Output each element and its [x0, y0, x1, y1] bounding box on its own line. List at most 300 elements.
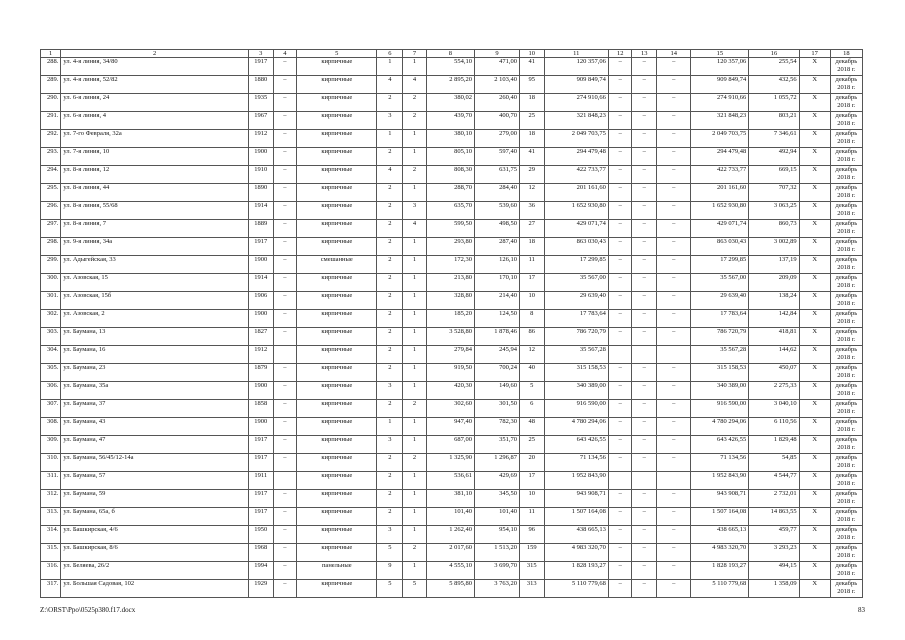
table-cell: –: [632, 184, 657, 202]
table-row: [41, 364, 863, 382]
table-cell: [632, 346, 657, 364]
table-cell: Х: [799, 166, 830, 184]
table-cell: 2: [377, 364, 403, 382]
table-cell: 6: [519, 400, 544, 418]
table-cell: –: [608, 274, 632, 292]
table-cell: –: [632, 238, 657, 256]
table-cell: Х: [799, 274, 830, 292]
table-cell: –: [608, 436, 632, 454]
table-cell: 5 895,80: [426, 580, 474, 598]
table-cell: –: [273, 166, 297, 184]
table-cell: декабрь 2018 г.: [830, 346, 862, 364]
table-cell: ул. Азовская, 2: [61, 310, 249, 328]
table-cell: –: [608, 94, 632, 112]
table-cell: 943 908,71: [691, 490, 749, 508]
table-cell: 300.: [41, 274, 61, 292]
table-cell: 144,62: [749, 346, 799, 364]
table-cell: 120 357,06: [544, 58, 608, 76]
table-cell: 439,70: [426, 112, 474, 130]
table-cell: 1 507 164,08: [691, 508, 749, 526]
table-cell: –: [632, 292, 657, 310]
table-cell: декабрь 2018 г.: [830, 148, 862, 166]
table-cell: кирпичные: [297, 166, 377, 184]
table-cell: 71 134,56: [691, 454, 749, 472]
table-cell: [608, 472, 632, 490]
table-cell: –: [273, 364, 297, 382]
table-cell: 1 652 930,80: [691, 202, 749, 220]
table-cell: 35 567,28: [691, 346, 749, 364]
table-cell: 5 110 779,68: [691, 580, 749, 598]
table-cell: 201 161,60: [544, 184, 608, 202]
table-cell: 295.: [41, 184, 61, 202]
table-cell: –: [657, 256, 691, 274]
table-cell: 313.: [41, 508, 61, 526]
table-cell: кирпичные: [297, 364, 377, 382]
table-cell: 303.: [41, 328, 61, 346]
table-row: [41, 328, 863, 346]
table-cell: 1: [377, 58, 403, 76]
table-cell: 35 567,00: [691, 274, 749, 292]
column-number: 11: [544, 50, 608, 58]
table-cell: 380,10: [426, 130, 474, 148]
table-cell: 1: [377, 418, 403, 436]
table-row: [41, 130, 863, 148]
table-cell: Х: [799, 472, 830, 490]
table-cell: 12: [519, 346, 544, 364]
table-cell: 643 426,55: [691, 436, 749, 454]
table-cell: декабрь 2018 г.: [830, 166, 862, 184]
table-cell: –: [657, 364, 691, 382]
table-cell: 1879: [248, 364, 273, 382]
table-cell: 301,50: [474, 400, 519, 418]
table-cell: –: [608, 256, 632, 274]
table-cell: 422 733,77: [691, 166, 749, 184]
table-cell: 1994: [248, 562, 273, 580]
table-cell: кирпичные: [297, 274, 377, 292]
table-cell: –: [608, 562, 632, 580]
column-number: 10: [519, 50, 544, 58]
table-cell: 101,40: [474, 508, 519, 526]
table-cell: ул. 4-я линия, 34/80: [61, 58, 249, 76]
table-cell: кирпичные: [297, 130, 377, 148]
table-cell: 9: [377, 562, 403, 580]
table-cell: –: [657, 544, 691, 562]
table-cell: –: [273, 382, 297, 400]
table-cell: ул. 8-я линия, 44: [61, 184, 249, 202]
table-cell: 669,15: [749, 166, 799, 184]
table-cell: 5: [377, 580, 403, 598]
table-cell: [657, 346, 691, 364]
table-cell: 287,40: [474, 238, 519, 256]
table-cell: Х: [799, 508, 830, 526]
column-number: 8: [426, 50, 474, 58]
table-cell: ул. 4-я линия, 52/82: [61, 76, 249, 94]
table-cell: кирпичные: [297, 310, 377, 328]
table-cell: 159: [519, 544, 544, 562]
table-cell: Х: [799, 202, 830, 220]
table-row: [41, 94, 863, 112]
table-cell: ул. 8-я линия, 12: [61, 166, 249, 184]
column-number: 9: [474, 50, 519, 58]
table-cell: 1917: [248, 58, 273, 76]
table-row: [41, 490, 863, 508]
column-number: 5: [297, 50, 377, 58]
table-cell: кирпичные: [297, 328, 377, 346]
table-cell: 316.: [41, 562, 61, 580]
table-cell: 11: [519, 508, 544, 526]
table-cell: 438 665,13: [544, 526, 608, 544]
table-cell: –: [608, 184, 632, 202]
table-cell: 782,30: [474, 418, 519, 436]
table-cell: 2: [403, 112, 427, 130]
table-cell: 1 878,46: [474, 328, 519, 346]
table-cell: –: [273, 436, 297, 454]
table-cell: –: [657, 382, 691, 400]
table-row: [41, 310, 863, 328]
table-cell: –: [273, 490, 297, 508]
table-cell: –: [273, 310, 297, 328]
table-cell: 947,40: [426, 418, 474, 436]
table-cell: 2: [377, 310, 403, 328]
table-cell: 1: [403, 238, 427, 256]
table-cell: 631,75: [474, 166, 519, 184]
table-cell: 41: [519, 58, 544, 76]
page-number: 83: [858, 606, 865, 614]
table-cell: 1: [403, 58, 427, 76]
table-cell: 4 983 320,70: [691, 544, 749, 562]
table-cell: –: [657, 310, 691, 328]
table-cell: 1929: [248, 580, 273, 598]
table-cell: 48: [519, 418, 544, 436]
table-cell: 1: [403, 346, 427, 364]
table-cell: 1: [403, 472, 427, 490]
table-cell: декабрь 2018 г.: [830, 508, 862, 526]
table-cell: 1900: [248, 310, 273, 328]
table-cell: –: [608, 400, 632, 418]
table-row: [41, 76, 863, 94]
table-cell: 1 296,87: [474, 454, 519, 472]
table-cell: 539,60: [474, 202, 519, 220]
table-cell: 2: [377, 148, 403, 166]
table-cell: 1950: [248, 526, 273, 544]
table-cell: 172,30: [426, 256, 474, 274]
table-cell: декабрь 2018 г.: [830, 76, 862, 94]
table-row: [41, 256, 863, 274]
table-cell: 3 063,25: [749, 202, 799, 220]
table-cell: –: [632, 328, 657, 346]
table-cell: Х: [799, 328, 830, 346]
table-cell: кирпичные: [297, 94, 377, 112]
table-cell: ул. 7-я линия, 10: [61, 148, 249, 166]
table-cell: –: [608, 220, 632, 238]
table-cell: 1914: [248, 274, 273, 292]
table-cell: 1917: [248, 508, 273, 526]
table-cell: 429 071,74: [691, 220, 749, 238]
table-cell: 313: [519, 580, 544, 598]
table-cell: ул. 6-я линия, 4: [61, 112, 249, 130]
table-cell: 2 732,01: [749, 490, 799, 508]
table-cell: –: [273, 328, 297, 346]
table-cell: Х: [799, 490, 830, 508]
table-cell: 916 590,00: [691, 400, 749, 418]
table-cell: 340 389,00: [544, 382, 608, 400]
table-cell: 1: [403, 130, 427, 148]
table-cell: декабрь 2018 г.: [830, 94, 862, 112]
table-cell: –: [632, 58, 657, 76]
table-cell: 340 389,00: [691, 382, 749, 400]
table-cell: 1900: [248, 256, 273, 274]
table-cell: ул. Баумана, 59: [61, 490, 249, 508]
table-cell: Х: [799, 94, 830, 112]
table-cell: –: [657, 292, 691, 310]
table-row: [41, 58, 863, 76]
table-cell: [273, 472, 297, 490]
table-cell: 274 910,66: [544, 94, 608, 112]
table-cell: [273, 346, 297, 364]
table-cell: 2 895,20: [426, 76, 474, 94]
column-number: 7: [403, 50, 427, 58]
table-cell: 294 479,48: [544, 148, 608, 166]
table-cell: –: [608, 508, 632, 526]
table-cell: 304.: [41, 346, 61, 364]
table-cell: 3: [377, 436, 403, 454]
table-cell: ул. Баумана, 57: [61, 472, 249, 490]
table-cell: 124,50: [474, 310, 519, 328]
table-cell: [657, 472, 691, 490]
table-cell: ул. 7-го Февраля, 32а: [61, 130, 249, 148]
table-cell: –: [657, 436, 691, 454]
table-cell: 40: [519, 364, 544, 382]
table-cell: 1: [403, 292, 427, 310]
table-cell: –: [273, 94, 297, 112]
table-cell: 18: [519, 94, 544, 112]
table-cell: 4: [377, 76, 403, 94]
table-cell: 554,10: [426, 58, 474, 76]
table-cell: декабрь 2018 г.: [830, 292, 862, 310]
table-cell: 306.: [41, 382, 61, 400]
table-cell: 2: [403, 544, 427, 562]
table-cell: декабрь 2018 г.: [830, 382, 862, 400]
table-cell: 17: [519, 472, 544, 490]
table-cell: декабрь 2018 г.: [830, 544, 862, 562]
table-cell: 1917: [248, 490, 273, 508]
table-cell: 1 829,48: [749, 436, 799, 454]
table-cell: 315 158,53: [544, 364, 608, 382]
table-cell: 1 262,40: [426, 526, 474, 544]
table-cell: 14 863,55: [749, 508, 799, 526]
table-cell: Х: [799, 184, 830, 202]
column-number: 3: [248, 50, 273, 58]
table-cell: –: [657, 490, 691, 508]
table-cell: –: [273, 454, 297, 472]
table-cell: Х: [799, 544, 830, 562]
table-cell: кирпичные: [297, 580, 377, 598]
table-cell: 214,40: [474, 292, 519, 310]
table-cell: 1 828 193,27: [691, 562, 749, 580]
table-cell: –: [632, 130, 657, 148]
table-cell: 6 110,56: [749, 418, 799, 436]
table-cell: 916 590,00: [544, 400, 608, 418]
table-cell: 4 983 320,70: [544, 544, 608, 562]
table-cell: 3 293,23: [749, 544, 799, 562]
column-number: 17: [799, 50, 830, 58]
table-cell: 2: [403, 454, 427, 472]
table-cell: 1967: [248, 112, 273, 130]
table-cell: 1: [403, 382, 427, 400]
table-cell: 86: [519, 328, 544, 346]
table-cell: 27: [519, 220, 544, 238]
table-row: [41, 112, 863, 130]
table-cell: 138,24: [749, 292, 799, 310]
table-cell: 142,84: [749, 310, 799, 328]
table-cell: кирпичные: [297, 76, 377, 94]
column-number: 13: [632, 50, 657, 58]
table-cell: –: [608, 130, 632, 148]
table-cell: 290.: [41, 94, 61, 112]
table-cell: –: [657, 400, 691, 418]
table-cell: ул. Азовская, 15б: [61, 292, 249, 310]
table-cell: 305.: [41, 364, 61, 382]
table-cell: декабрь 2018 г.: [830, 526, 862, 544]
table-cell: 10: [519, 292, 544, 310]
table-cell: декабрь 2018 г.: [830, 364, 862, 382]
table-cell: 2 103,40: [474, 76, 519, 94]
table-cell: –: [608, 490, 632, 508]
table-cell: 2: [377, 328, 403, 346]
table-cell: Х: [799, 436, 830, 454]
column-number: 1: [41, 50, 61, 58]
table-cell: 1: [403, 436, 427, 454]
table-cell: 288.: [41, 58, 61, 76]
table-cell: 2: [377, 238, 403, 256]
table-cell: декабрь 2018 г.: [830, 310, 862, 328]
table-cell: 432,56: [749, 76, 799, 94]
table-cell: ул. Баумана, 56/45/12-14а: [61, 454, 249, 472]
table-cell: 1: [377, 130, 403, 148]
table-cell: 2 017,60: [426, 544, 474, 562]
table-cell: –: [273, 544, 297, 562]
table-row: [41, 562, 863, 580]
table-cell: ул. Баумана, 16: [61, 346, 249, 364]
table-cell: 2: [403, 94, 427, 112]
table-cell: декабрь 2018 г.: [830, 454, 862, 472]
table-cell: ул. Баумана, 35а: [61, 382, 249, 400]
table-cell: ул. 6-я линия, 24: [61, 94, 249, 112]
table-cell: –: [608, 580, 632, 598]
table-cell: кирпичные: [297, 544, 377, 562]
table-cell: 420,30: [426, 382, 474, 400]
table-cell: 315 158,53: [691, 364, 749, 382]
table-cell: Х: [799, 382, 830, 400]
table-cell: 400,70: [474, 112, 519, 130]
table-cell: 2: [377, 220, 403, 238]
table-cell: –: [657, 418, 691, 436]
table-cell: кирпичные: [297, 454, 377, 472]
table-cell: 2: [377, 508, 403, 526]
table-cell: 803,21: [749, 112, 799, 130]
table-cell: ул. 8-я линия, 55/68: [61, 202, 249, 220]
table-cell: 17 783,64: [544, 310, 608, 328]
table-cell: 2 275,33: [749, 382, 799, 400]
table-cell: 2: [377, 202, 403, 220]
table-cell: кирпичные: [297, 508, 377, 526]
table-cell: –: [608, 544, 632, 562]
table-cell: 1 055,72: [749, 94, 799, 112]
table-cell: 298.: [41, 238, 61, 256]
table-cell: 8: [519, 310, 544, 328]
table-cell: 1 652 930,80: [544, 202, 608, 220]
table-cell: 170,10: [474, 274, 519, 292]
table-cell: 17 299,85: [544, 256, 608, 274]
table-cell: –: [657, 76, 691, 94]
table-cell: 909 849,74: [544, 76, 608, 94]
table-cell: Х: [799, 220, 830, 238]
table-cell: 301.: [41, 292, 61, 310]
table-cell: 1917: [248, 238, 273, 256]
table-cell: 1 358,09: [749, 580, 799, 598]
table-cell: 293,80: [426, 238, 474, 256]
table-cell: декабрь 2018 г.: [830, 184, 862, 202]
table-cell: 1 507 164,08: [544, 508, 608, 526]
table-cell: 96: [519, 526, 544, 544]
table-cell: декабрь 2018 г.: [830, 274, 862, 292]
table-cell: 4 544,77: [749, 472, 799, 490]
table-cell: 3 699,70: [474, 562, 519, 580]
column-number: 12: [608, 50, 632, 58]
table-cell: 310.: [41, 454, 61, 472]
table-cell: –: [273, 58, 297, 76]
table-cell: 260,40: [474, 94, 519, 112]
table-cell: –: [657, 184, 691, 202]
table-cell: 255,54: [749, 58, 799, 76]
table-cell: ул. 9-я линия, 34а: [61, 238, 249, 256]
table-cell: –: [608, 382, 632, 400]
table-cell: кирпичные: [297, 238, 377, 256]
table-cell: Х: [799, 238, 830, 256]
table-cell: –: [608, 292, 632, 310]
table-cell: 54,85: [749, 454, 799, 472]
table-cell: 1 952 843,90: [691, 472, 749, 490]
table-cell: –: [273, 130, 297, 148]
table-cell: Х: [799, 310, 830, 328]
table-row: [41, 472, 863, 490]
table-cell: –: [273, 220, 297, 238]
table-cell: 302.: [41, 310, 61, 328]
table-cell: 185,20: [426, 310, 474, 328]
table-cell: 2 049 703,75: [691, 130, 749, 148]
table-cell: декабрь 2018 г.: [830, 112, 862, 130]
table-cell: –: [632, 112, 657, 130]
table-cell: –: [632, 490, 657, 508]
table-cell: –: [657, 328, 691, 346]
table-cell: 3: [403, 202, 427, 220]
table-row: [41, 292, 863, 310]
table-cell: ул. Башкирская, 4/6: [61, 526, 249, 544]
table-cell: декабрь 2018 г.: [830, 58, 862, 76]
table-cell: 2: [403, 400, 427, 418]
table-cell: –: [608, 112, 632, 130]
table-cell: –: [273, 400, 297, 418]
table-cell: 101,40: [426, 508, 474, 526]
table-cell: 4: [403, 220, 427, 238]
table-cell: 2 049 703,75: [544, 130, 608, 148]
table-cell: 786 720,79: [691, 328, 749, 346]
table-cell: 700,24: [474, 364, 519, 382]
table-cell: декабрь 2018 г.: [830, 220, 862, 238]
table-cell: 1889: [248, 220, 273, 238]
table-cell: кирпичные: [297, 490, 377, 508]
table-cell: 284,40: [474, 184, 519, 202]
